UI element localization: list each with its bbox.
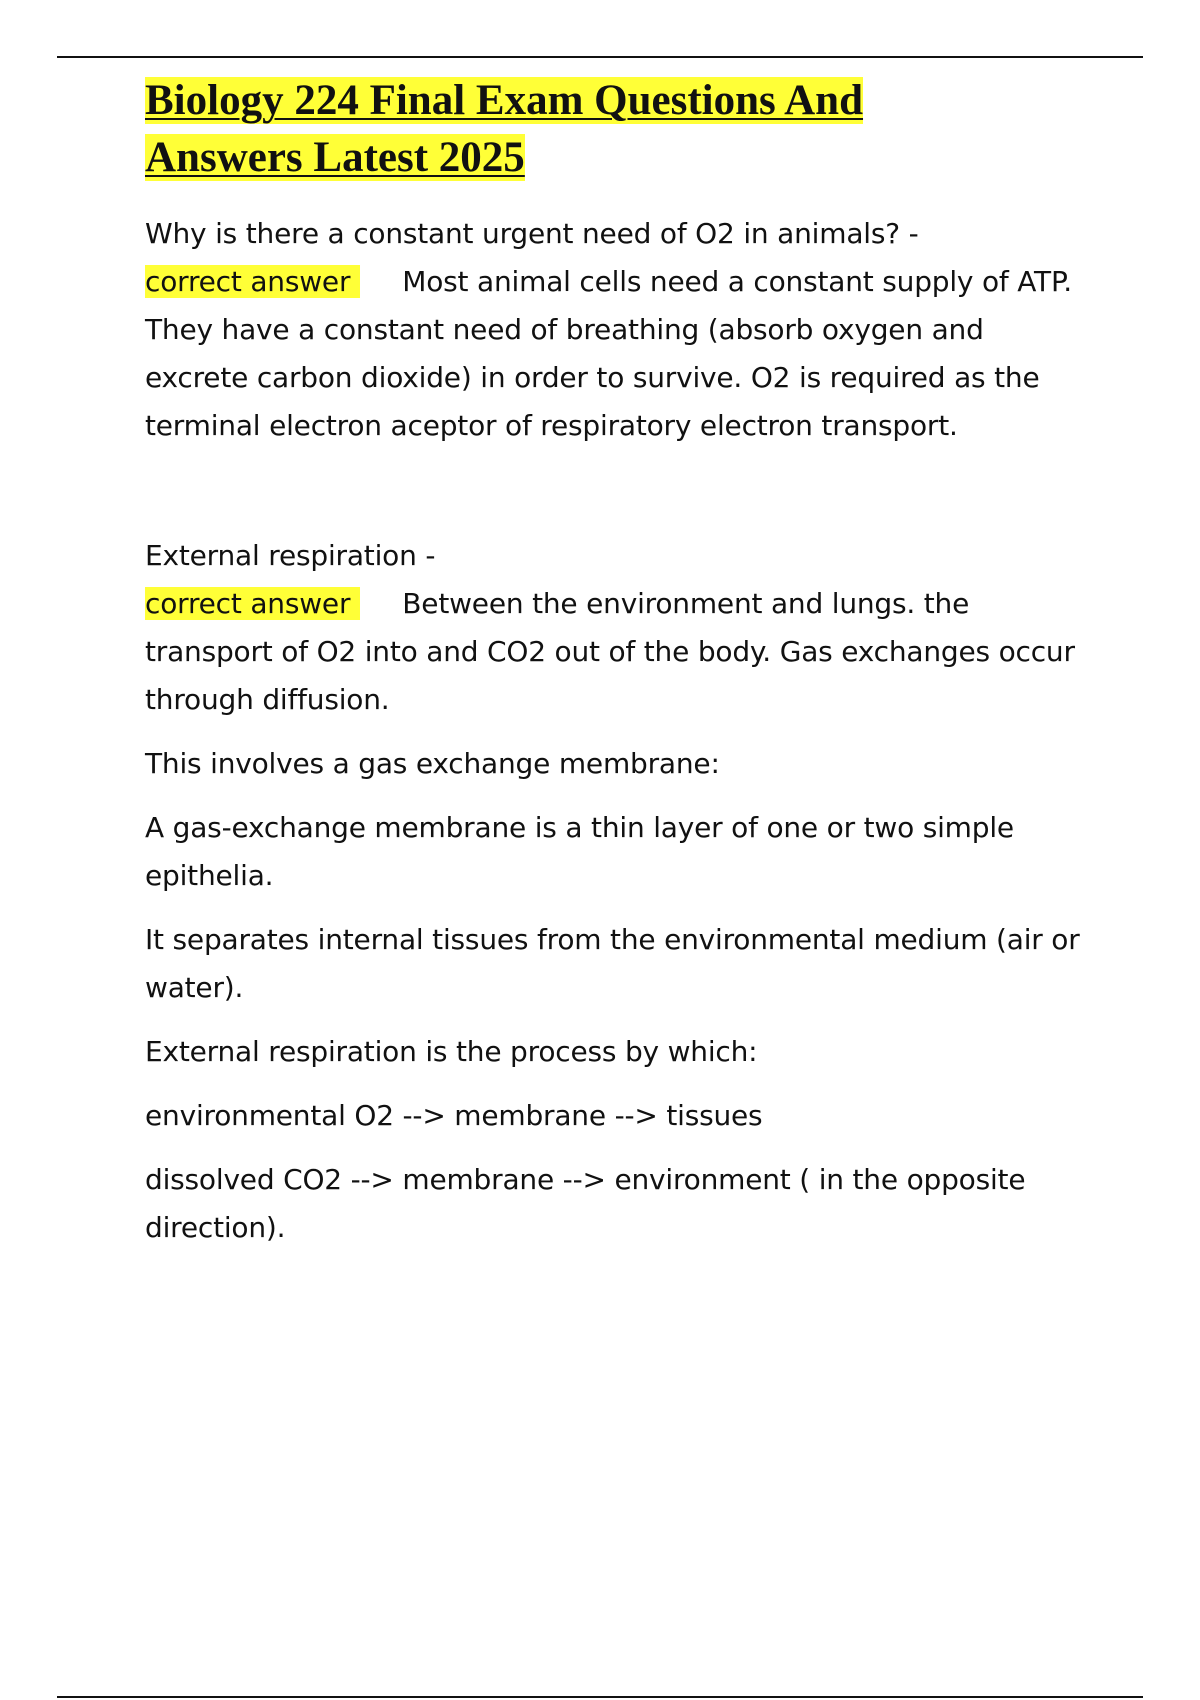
spacer <box>145 788 1095 804</box>
question-text: External respiration - <box>145 539 436 572</box>
document-body <box>145 72 1095 1252</box>
title-line-1: Biology 224 Final Exam Questions And <box>145 77 864 124</box>
spacer <box>145 900 1095 916</box>
note-paragraph: External respiration is the process by which: <box>145 1035 758 1068</box>
note-paragraph: environmental O2 --> membrane --> tissues <box>145 1099 763 1132</box>
document-title <box>145 72 1095 186</box>
qa-item <box>145 210 1095 450</box>
bottom-divider <box>57 1696 1143 1698</box>
answer-text <box>145 258 1095 450</box>
spacer <box>145 1076 1095 1092</box>
question-text: Why is there a constant urgent need of O2 in animals? - <box>145 217 919 250</box>
answer-body: Between the environment and lungs. the transport of O2 into and CO2 out of the body. Gas exchanges occur through diffusion. <box>145 587 1075 716</box>
top-divider <box>57 56 1143 58</box>
correct-answer-label: correct answer <box>145 265 360 298</box>
spacer <box>145 450 1095 532</box>
note-paragraph: A gas-exchange membrane is a thin layer of one or two simple epithelia. <box>145 811 1014 892</box>
note-paragraph: This involves a gas exchange membrane: <box>145 747 720 780</box>
note-paragraph: dissolved CO2 --> membrane --> environment ( in the opposite direction). <box>145 1163 1026 1244</box>
qa-item <box>145 532 1095 724</box>
title-line-2: Answers Latest 2025 <box>145 134 525 181</box>
note-paragraph: It separates internal tissues from the environmental medium (air or water). <box>145 923 1080 1004</box>
spacer <box>145 1140 1095 1156</box>
spacer <box>145 1012 1095 1028</box>
spacer <box>145 724 1095 740</box>
answer-text <box>145 580 1095 724</box>
answer-body: Most animal cells need a constant supply of ATP. They have a constant need of breathing (absorb oxygen and excrete carbon dioxide) in order to survive. O2 is required as the terminal electron aceptor of respiratory electron transport. <box>145 265 1072 442</box>
correct-answer-label: correct answer <box>145 587 360 620</box>
